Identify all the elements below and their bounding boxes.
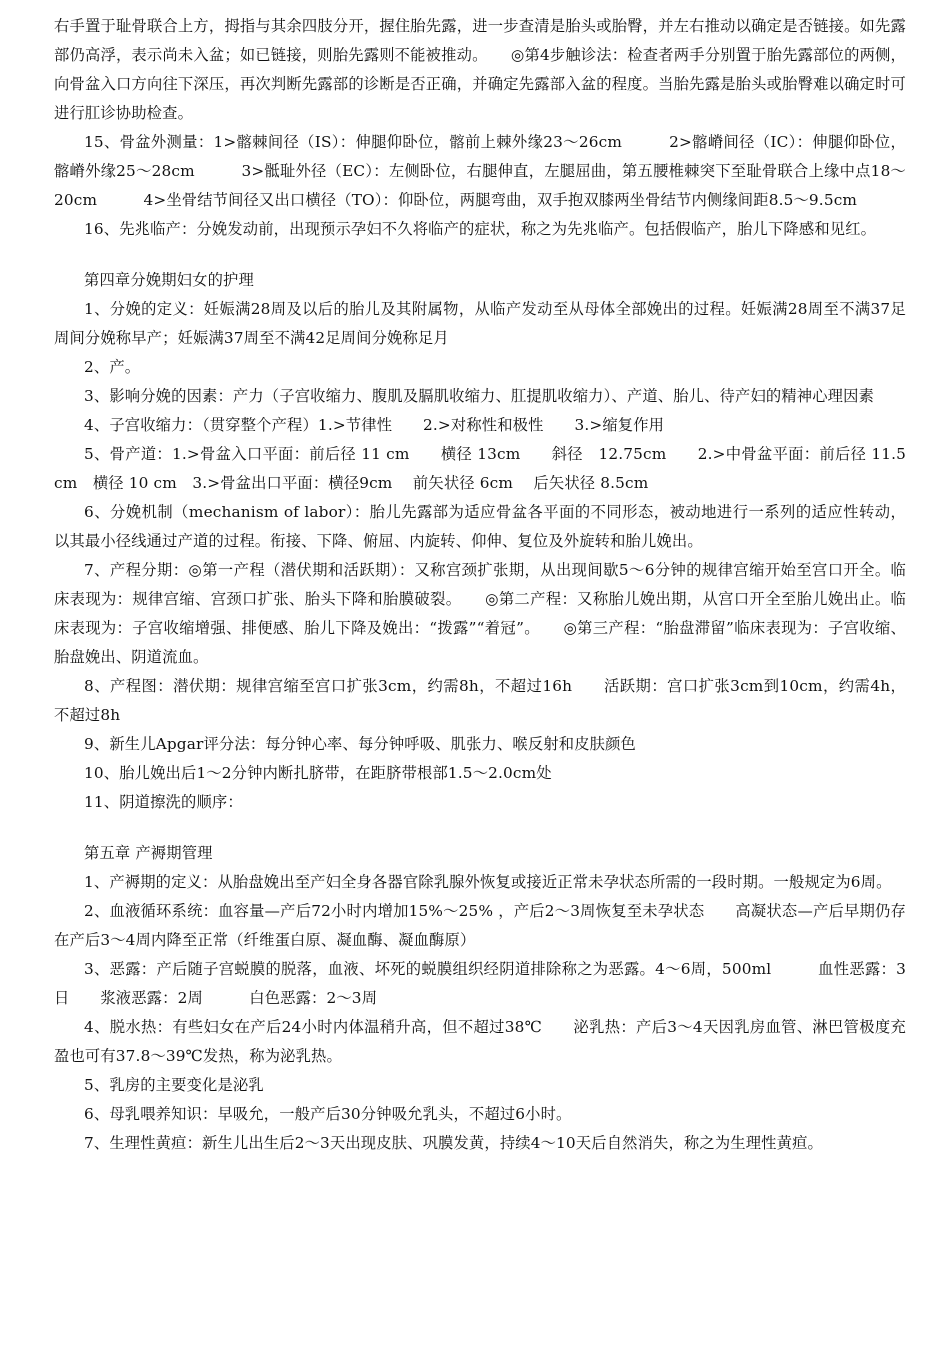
chapter5-item-3: 3、恶露：产后随子宫蜕膜的脱落，血液、坏死的蜕膜组织经阴道排除称之为恶露。4～6周，500ml 血性恶露：3日 浆液恶露：2周 白色恶露：2～3周	[54, 960, 906, 1007]
chapter5-item-4: 4、脱水热：有些妇女在产后24小时内体温稍升高，但不超过38℃ 泌乳热：产后3～4天因乳房血管、淋巴管极度充盈也可有37.8～39℃发热，称为泌乳热。	[54, 1018, 906, 1065]
chapter5-item-5: 5、乳房的主要变化是泌乳	[84, 1076, 264, 1094]
chapter4-item-7: 7、产程分期：◎第一产程（潜伏期和活跃期）：又称宫颈扩张期，从出现间歇5～6分钟的规律宫缩开始至宫口开全。临床表现为：规律宫缩、宫颈口扩张、胎头下降和胎膜破裂。 ◎第二产程：又称胎儿娩出期，从宫口开全至胎儿娩出止。临床表现为：子宫收缩增强、排便感、胎儿下降及娩出：“拨露”“着冠”。 ◎第三产程：“胎盘滞留”临床表现为：子宫收缩、胎盘娩出、阴道流血。	[54, 561, 906, 666]
chapter5-item-6: 6、母乳喂养知识：早吸允，一般产后30分钟吸允乳头，不超过6小时。	[84, 1105, 572, 1123]
chapter4-item-11: 11、阴道擦洗的顺序：	[84, 793, 243, 811]
chapter4-item-5: 5、骨产道：1.>骨盆入口平面：前后径 11 cm 横径 13cm 斜径 12.75cm 2.>中骨盆平面：前后径 11.5 cm 横径 10 cm 3.>骨盆出口平面：横径9cm 前矢状径 6cm 后矢状径 8.5cm	[54, 445, 906, 492]
chapter4-item-3: 3、影响分娩的因素：产力（子宫收缩力、腹肌及膈肌收缩力、肛提肌收缩力）、产道、胎儿、待产妇的精神心理因素	[84, 387, 875, 405]
chapter4-item-2: 2、产。	[84, 358, 141, 376]
chapter5-item-7: 7、生理性黄疸：新生儿出生后2～3天出现皮肤、巩膜发黄，持续4～10天后自然消失，称之为生理性黄疸。	[84, 1134, 823, 1152]
document-page	[54, 12, 906, 1158]
chapter4-item-4: 4、子宫收缩力：（贯穿整个产程）1.>节律性 2.>对称性和极性 3.>缩复作用	[84, 416, 665, 434]
chapter4-item-8: 8、产程图：潜伏期：规律宫缩至宫口扩张3cm，约需8h，不超过16h 活跃期：宫口扩张3cm到10cm，约需4h，不超过8h	[54, 677, 906, 724]
chapter5-heading: 第五章 产褥期管理	[84, 844, 213, 862]
chapter5-item-2: 2、血液循环系统：血容量—产后72小时内增加15%～25% ，产后2～3周恢复至未孕状态 高凝状态—产后早期仍存在产后3～4周内降至正常（纤维蛋白原、凝血酶、凝血酶原）	[54, 902, 906, 949]
chapter4-item-6: 6、分娩机制（mechanism of labor）：胎儿先露部为适应骨盆各平面的不同形态，被动地进行一系列的适应性转动，以其最小径线通过产道的过程。衔接、下降、俯屈、内旋转、仰伸、复位及外旋转和胎儿娩出。	[54, 503, 906, 550]
chapter4-item-1: 1、分娩的定义：妊娠满28周及以后的胎儿及其附属物，从临产发动至从母体全部娩出的过程。妊娠满28周至不满37足周间分娩称早产；妊娠满37周至不满42足周间分娩称足月	[54, 300, 906, 347]
paragraph-pelvic-measurement: 15、骨盆外测量：1>髂棘间径（IS）：伸腿仰卧位，髂前上棘外缘23～26cm 2>髂嵴间径（IC）：伸腿仰卧位，髂嵴外缘25～28cm 3>骶耻外径（EC）：左侧卧位，右腿伸直，左腿屈曲，第五腰椎棘突下至耻骨联合上缘中点18～20cm 4>坐骨结节间径又出口横径（TO）：仰卧位，两腿弯曲，双手抱双膝两坐骨结节内侧缘间距8.5～9.5cm	[54, 133, 906, 209]
paragraph-palpation-step4: 右手置于耻骨联合上方，拇指与其余四肢分开，握住胎先露，进一步查清是胎头或胎臀，并左右推动以确定是否链接。如先露部仍高浮，表示尚未入盆；如已链接，则胎先露则不能被推动。 ◎第4步触诊法：检查者两手分别置于胎先露部位的两侧，向骨盆入口方向往下深压，再次判断先露部的诊断是否正确，并确定先露部入盆的程度。当胎先露是胎头或胎臀难以确定时可进行肛诊协助检查。	[54, 17, 906, 122]
chapter5-item-1: 1、产褥期的定义：从胎盘娩出至产妇全身各器官除乳腺外恢复或接近正常未孕状态所需的一段时期。一般规定为6周。	[84, 873, 892, 891]
paragraph-premonitory-labor: 16、先兆临产：分娩发动前，出现预示孕妇不久将临产的症状，称之为先兆临产。包括假临产，胎儿下降感和见红。	[84, 220, 877, 238]
chapter4-item-10: 10、胎儿娩出后1～2分钟内断扎脐带，在距脐带根部1.5～2.0cm处	[84, 764, 552, 782]
chapter4-item-9: 9、新生儿Apgar评分法：每分钟心率、每分钟呼吸、肌张力、喉反射和皮肤颜色	[84, 735, 636, 753]
chapter4-heading: 第四章分娩期妇女的护理	[84, 271, 254, 289]
